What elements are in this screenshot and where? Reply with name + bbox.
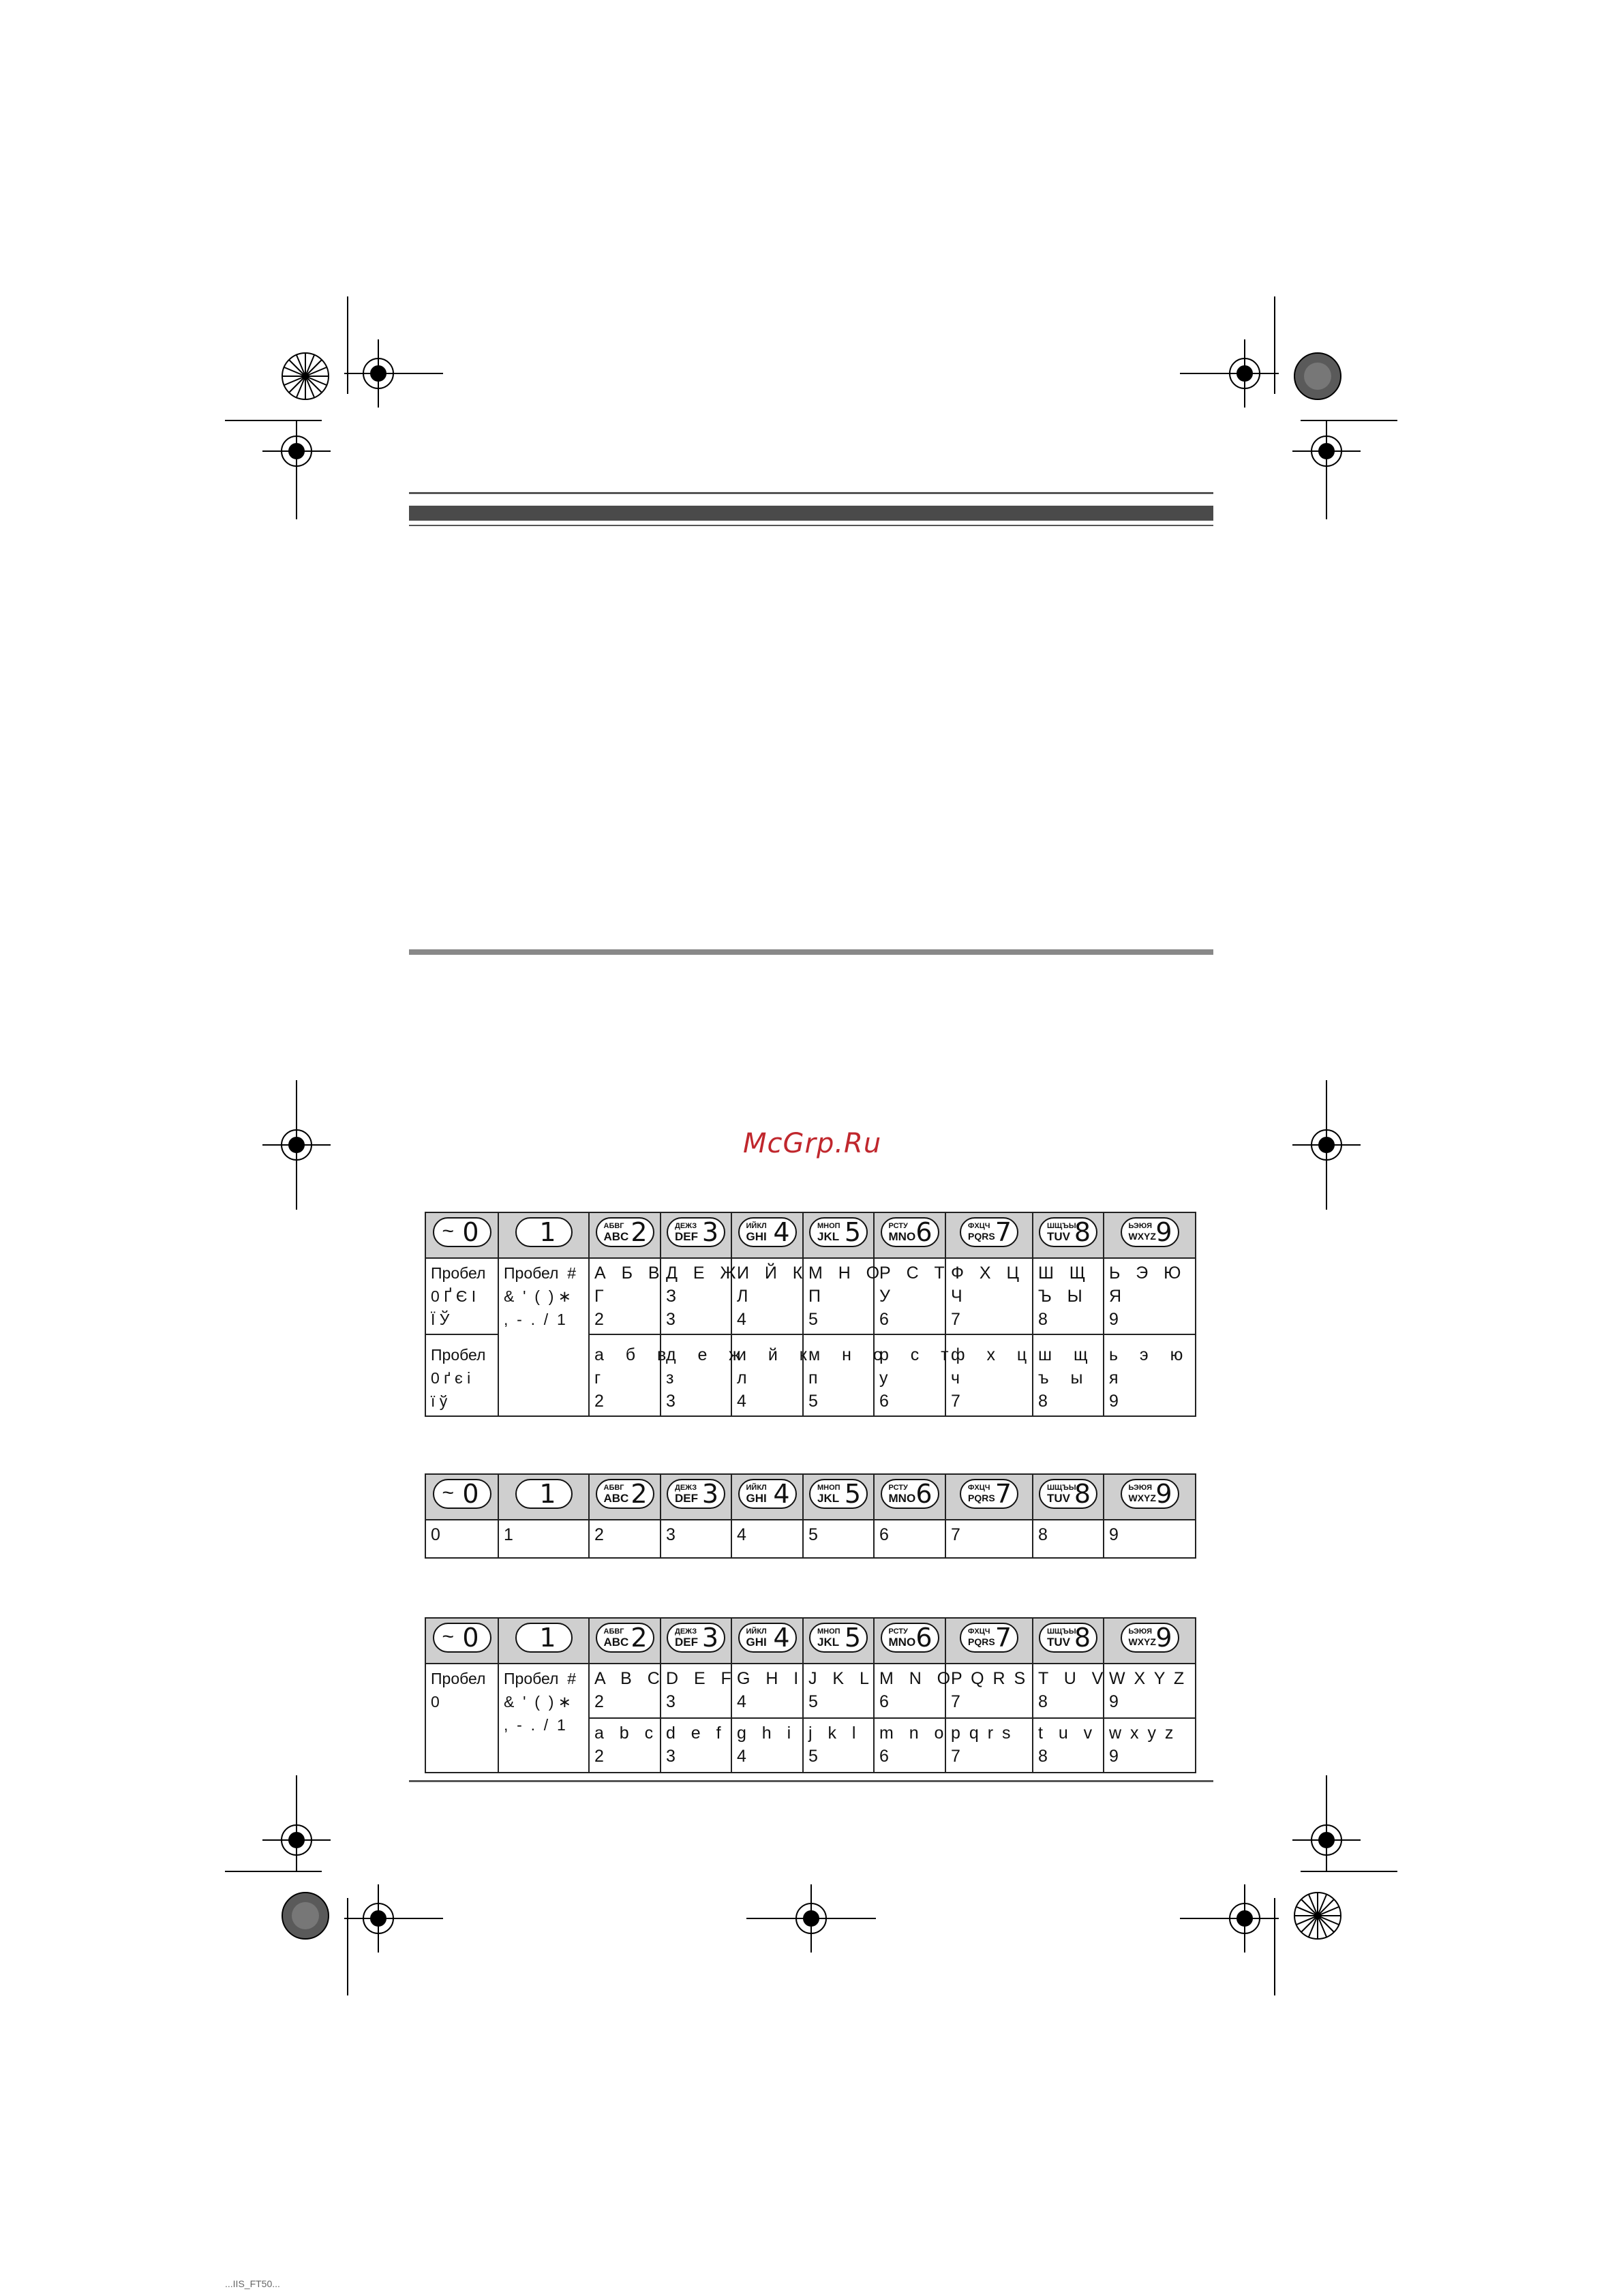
digit-cell: 0 (425, 1520, 498, 1558)
char-line: d e f (666, 1724, 723, 1743)
key-cell (1033, 1212, 1104, 1258)
key-letters-bottom: TUV (1047, 1230, 1070, 1243)
char-line: Ш Щ (1038, 1264, 1088, 1283)
key-digit: 8 (1074, 1623, 1091, 1653)
key-letters-top: ФХЦЧ (968, 1484, 990, 1492)
key-3-icon (667, 1217, 725, 1247)
key-9-icon (1121, 1479, 1179, 1509)
char-line: 5 (808, 1310, 820, 1329)
key-digit: 0 (462, 1479, 479, 1509)
char-cell (425, 1334, 498, 1416)
key-digit: 7 (995, 1623, 1012, 1653)
char-line: л (737, 1368, 751, 1388)
char-line: 0 Ґ Є І (431, 1287, 476, 1305)
key-letters-bottom: PQRS (968, 1493, 995, 1503)
key-letters-top: МНОП (817, 1627, 840, 1636)
key-7-icon (960, 1479, 1018, 1509)
digit-cell: 7 (945, 1520, 1033, 1558)
char-line: ь э ю (1109, 1345, 1187, 1364)
char-line: г (594, 1368, 605, 1388)
key-letters-top: РСТУ (888, 1222, 908, 1230)
char-cell (945, 1334, 1033, 1416)
key-cell (425, 1618, 498, 1664)
key-digit: 4 (773, 1623, 790, 1653)
char-line: j k l (808, 1724, 858, 1743)
key-4-icon (738, 1479, 797, 1509)
char-line: w x y z (1109, 1724, 1176, 1743)
key-5-icon (809, 1623, 868, 1653)
key-digit: 0 (462, 1217, 479, 1247)
digit-cell: 9 (1104, 1520, 1196, 1558)
key-digit: 4 (773, 1479, 790, 1509)
char-cell (498, 1664, 589, 1773)
key-letters-top: ДЕЖЗ (675, 1627, 697, 1636)
char-line: 8 (1038, 1747, 1050, 1766)
key-letters-top: МНОП (817, 1222, 840, 1230)
key-letters-top: РСТУ (888, 1484, 908, 1492)
char-line: 9 (1109, 1692, 1121, 1711)
char-cell (661, 1718, 731, 1773)
character-table-digits (425, 1473, 1196, 1559)
char-cell (661, 1258, 738, 1334)
char-line: У (879, 1287, 892, 1306)
char-line: ш щ (1038, 1345, 1092, 1364)
char-cell (803, 1664, 874, 1718)
key-letters-top: ФХЦЧ (968, 1627, 990, 1636)
key-digit: 3 (701, 1217, 718, 1247)
char-line: 3 (666, 1310, 678, 1329)
char-line: J K L (808, 1669, 871, 1688)
key-cell (498, 1474, 589, 1520)
key-4-icon (738, 1217, 797, 1247)
key-header-row (425, 1618, 1196, 1664)
char-cell (589, 1718, 661, 1773)
key-letters-bottom: JKL (817, 1230, 840, 1243)
char-line: 3 (666, 1747, 678, 1766)
char-line: Пробел # (504, 1670, 577, 1687)
key-letters-top: ДЕЖЗ (675, 1484, 697, 1492)
key-cell (803, 1474, 874, 1520)
char-line: 5 (808, 1392, 822, 1411)
char-line: 8 (1038, 1310, 1050, 1329)
char-line: 4 (737, 1392, 750, 1411)
key-digit: 3 (701, 1479, 718, 1509)
char-cell (589, 1664, 661, 1718)
digit-cell: 5 (803, 1520, 874, 1558)
key-cell (1104, 1474, 1196, 1520)
key-letters-top: АБВГ (603, 1627, 624, 1636)
char-line: Пробел (431, 1670, 486, 1687)
key-letters-bottom: MNO (888, 1636, 916, 1649)
char-line: М Н О (808, 1264, 882, 1283)
char-line: G H I (737, 1669, 801, 1688)
key-0-icon (433, 1479, 491, 1509)
char-line: D E F (666, 1669, 733, 1688)
char-line: p q r s (951, 1724, 1013, 1743)
char-line: 4 (737, 1310, 748, 1329)
key-digit: 2 (631, 1479, 648, 1509)
key-cell (498, 1212, 589, 1258)
char-line: A B C (594, 1669, 662, 1688)
char-line: 4 (737, 1747, 748, 1766)
key-letters-bottom: ABC (603, 1492, 629, 1505)
char-line: 5 (808, 1747, 820, 1766)
key-3-icon (667, 1479, 725, 1509)
char-line: я (1109, 1368, 1123, 1388)
char-line: И Й К (737, 1264, 805, 1283)
key-letters-top: ШЩЪЫ (1047, 1484, 1076, 1492)
char-line: 2 (594, 1747, 606, 1766)
key-letters-bottom: PQRS (968, 1636, 995, 1647)
char-line: п (808, 1368, 822, 1388)
key-prefix: ~ (442, 1220, 455, 1242)
key-8-icon (1039, 1479, 1097, 1509)
key-cell (1104, 1618, 1196, 1664)
char-cell (803, 1718, 874, 1773)
key-9-icon (1121, 1623, 1179, 1653)
key-letters-bottom: GHI (746, 1492, 767, 1505)
char-line: П (808, 1287, 823, 1306)
char-cell (1104, 1718, 1196, 1773)
char-line: 8 (1038, 1392, 1052, 1411)
char-line: 0 ґ є і (431, 1369, 471, 1387)
char-cell (498, 1258, 589, 1416)
digit-cell: 8 (1033, 1520, 1104, 1558)
key-7-icon (960, 1623, 1018, 1653)
key-cell (1104, 1212, 1196, 1258)
key-letters-top: ЬЭЮЯ (1128, 1627, 1153, 1636)
digit-cell: 3 (661, 1520, 731, 1558)
char-cell (1033, 1664, 1104, 1718)
key-letters-bottom: DEF (675, 1636, 698, 1649)
char-line: 0 (431, 1693, 440, 1711)
key-letters-bottom: WXYZ (1128, 1636, 1156, 1647)
char-cell (874, 1258, 945, 1334)
char-cell (945, 1718, 1033, 1773)
key-4-icon (738, 1623, 797, 1653)
key-6-icon (881, 1623, 939, 1653)
key-digit: 7 (995, 1479, 1012, 1509)
key-1-icon (515, 1623, 573, 1653)
char-line: З (666, 1287, 679, 1306)
char-line: t u v (1038, 1724, 1095, 1743)
char-line: Р С Т (879, 1264, 947, 1283)
key-digit: 2 (631, 1217, 648, 1247)
char-line: 6 (879, 1747, 891, 1766)
key-cell (874, 1474, 945, 1520)
char-cell (1104, 1258, 1196, 1334)
key-digit: 6 (915, 1217, 932, 1247)
char-cell (1033, 1258, 1104, 1334)
key-letters-top: МНОП (817, 1484, 840, 1492)
digit-row (425, 1520, 1196, 1558)
key-cell (589, 1212, 661, 1258)
key-letters-bottom: MNO (888, 1230, 916, 1243)
char-line: и й к (737, 1345, 811, 1364)
key-digit: 7 (995, 1217, 1012, 1247)
key-1-icon (515, 1217, 573, 1247)
key-letters-bottom: DEF (675, 1492, 698, 1505)
char-line: Ф Х Ц (951, 1264, 1021, 1283)
key-letters-bottom: MNO (888, 1492, 916, 1505)
key-cell (589, 1618, 661, 1664)
char-line: Л (737, 1287, 750, 1306)
char-line: м н о (808, 1345, 887, 1364)
char-cell (731, 1664, 803, 1718)
key-prefix: ~ (442, 1625, 455, 1648)
key-cell (425, 1212, 498, 1258)
footer-code: ...IIS_FT50... (225, 2278, 280, 2289)
char-line: , - . / 1 (504, 1311, 566, 1328)
key-cell (731, 1212, 803, 1258)
key-letters-top: ШЩЪЫ (1047, 1627, 1076, 1636)
watermark: McGrp.Ru (743, 1128, 882, 1159)
key-letters-top: ЬЭЮЯ (1128, 1484, 1153, 1492)
char-line: д е ж (666, 1345, 744, 1364)
key-6-icon (881, 1217, 939, 1247)
key-2-icon (596, 1623, 654, 1653)
key-cell (945, 1618, 1033, 1664)
digit-cell: 2 (589, 1520, 661, 1558)
char-cell (945, 1664, 1033, 1718)
key-cell (661, 1618, 731, 1664)
key-2-icon (596, 1479, 654, 1509)
char-cell (1033, 1334, 1104, 1416)
key-letters-top: ЬЭЮЯ (1128, 1222, 1153, 1230)
key-digit: 9 (1155, 1217, 1172, 1247)
key-digit: 5 (844, 1623, 861, 1653)
key-8-icon (1039, 1623, 1097, 1653)
char-cell (425, 1258, 498, 1334)
key-5-icon (809, 1217, 868, 1247)
char-line: 2 (594, 1310, 606, 1329)
key-letters-top: ФХЦЧ (968, 1222, 990, 1230)
digit-cell: 1 (498, 1520, 589, 1558)
key-letters-top: ИЙКЛ (746, 1484, 767, 1492)
key-cell (803, 1618, 874, 1664)
key-letters-bottom: DEF (675, 1230, 698, 1243)
char-line: А Б В (594, 1264, 662, 1283)
char-line: Пробел # (504, 1264, 577, 1282)
key-cell (874, 1212, 945, 1258)
char-line: Ч (951, 1287, 965, 1306)
key-letters-bottom: ABC (603, 1636, 629, 1649)
key-digit: 9 (1155, 1623, 1172, 1653)
key-8-icon (1039, 1217, 1097, 1247)
char-line: ъ ы (1038, 1368, 1087, 1388)
key-digit: 1 (539, 1623, 556, 1653)
key-digit: 5 (844, 1479, 861, 1509)
char-line: у (879, 1368, 892, 1388)
key-letters-bottom: GHI (746, 1636, 767, 1649)
key-letters-bottom: WXYZ (1128, 1493, 1156, 1503)
key-digit: 4 (773, 1217, 790, 1247)
char-line: T U V (1038, 1669, 1106, 1688)
char-line: 7 (951, 1310, 962, 1329)
key-letters-bottom: ABC (603, 1230, 629, 1243)
key-letters-bottom: JKL (817, 1492, 840, 1505)
key-cell (874, 1618, 945, 1664)
char-line: Г (594, 1287, 606, 1306)
char-line: з (666, 1368, 678, 1388)
char-line: g h i (737, 1724, 793, 1743)
char-cell (1033, 1718, 1104, 1773)
char-line: 8 (1038, 1692, 1050, 1711)
key-3-icon (667, 1623, 725, 1653)
char-line: & ' ( ) ∗ (504, 1287, 572, 1305)
char-line: 9 (1109, 1747, 1121, 1766)
char-line: р с т (879, 1345, 953, 1364)
char-line: 5 (808, 1692, 820, 1711)
key-2-icon (596, 1217, 654, 1247)
char-line: , - . / 1 (504, 1716, 566, 1734)
char-line: Пробел (431, 1346, 486, 1364)
char-line: а б в (594, 1345, 671, 1364)
key-cell (731, 1618, 803, 1664)
key-cell (803, 1212, 874, 1258)
key-cell (498, 1618, 589, 1664)
key-cell (945, 1474, 1033, 1520)
key-letters-top: ИЙКЛ (746, 1627, 767, 1636)
char-line: Ь Э Ю (1109, 1264, 1183, 1283)
key-digit: 6 (915, 1623, 932, 1653)
key-1-icon (515, 1479, 573, 1509)
key-cell (731, 1474, 803, 1520)
char-line: 7 (951, 1747, 962, 1766)
char-line: Д Е Ж (666, 1264, 738, 1283)
char-cell (803, 1334, 887, 1416)
key-letters-bottom: GHI (746, 1230, 767, 1243)
key-digit: 6 (915, 1479, 932, 1509)
key-digit: 9 (1155, 1479, 1172, 1509)
uppercase-row (425, 1664, 1196, 1718)
digit-cell: 6 (874, 1520, 945, 1558)
key-letters-bottom: WXYZ (1128, 1231, 1156, 1242)
char-cell (731, 1718, 803, 1773)
key-cell (661, 1212, 731, 1258)
char-line: Пробел (431, 1264, 486, 1282)
char-cell (1104, 1334, 1196, 1416)
char-line: 6 (879, 1392, 893, 1411)
char-line: 6 (879, 1692, 891, 1711)
key-digit: 8 (1074, 1479, 1091, 1509)
key-5-icon (809, 1479, 868, 1509)
char-line: a b c (594, 1724, 656, 1743)
key-6-icon (881, 1479, 939, 1509)
key-0-icon (433, 1623, 491, 1653)
key-digit: 1 (539, 1479, 556, 1509)
key-0-icon (433, 1217, 491, 1247)
key-header-row (425, 1212, 1196, 1258)
char-cell (874, 1718, 945, 1773)
character-table-cyrillic (425, 1212, 1196, 1417)
key-letters-top: ШЩЪЫ (1047, 1222, 1076, 1230)
char-line: 3 (666, 1392, 680, 1411)
char-line: Ъ Ы (1038, 1287, 1084, 1306)
char-cell (874, 1664, 953, 1718)
char-line: m n o (879, 1724, 946, 1743)
key-letters-top: РСТУ (888, 1627, 908, 1636)
char-line: 9 (1109, 1310, 1121, 1329)
char-line: Ї Ў (431, 1311, 450, 1328)
key-7-icon (960, 1217, 1018, 1247)
key-letters-top: АБВГ (603, 1222, 624, 1230)
char-line: 2 (594, 1692, 606, 1711)
char-cell (1104, 1664, 1196, 1718)
key-cell (945, 1212, 1033, 1258)
char-cell (661, 1334, 744, 1416)
key-digit: 8 (1074, 1217, 1091, 1247)
char-line: 3 (666, 1692, 678, 1711)
key-letters-bottom: TUV (1047, 1492, 1070, 1505)
char-line: P Q R S (951, 1669, 1028, 1688)
char-cell (661, 1664, 731, 1718)
char-line: 6 (879, 1310, 891, 1329)
key-cell (425, 1474, 498, 1520)
key-digit: 1 (539, 1217, 556, 1247)
key-digit: 0 (462, 1623, 479, 1653)
char-line: 9 (1109, 1392, 1123, 1411)
char-line: ї ў (431, 1392, 448, 1410)
char-line: M N O (879, 1669, 953, 1688)
key-cell (661, 1474, 731, 1520)
character-table-latin (425, 1617, 1196, 1773)
char-line: 4 (737, 1692, 748, 1711)
char-cell (589, 1258, 661, 1334)
char-line: W X Y Z (1109, 1669, 1187, 1688)
key-cell (589, 1474, 661, 1520)
key-cell (1033, 1618, 1104, 1664)
char-line: 7 (951, 1392, 965, 1411)
digit-cell: 4 (731, 1520, 803, 1558)
char-cell (945, 1258, 1033, 1334)
key-cell (1033, 1474, 1104, 1520)
char-cell (589, 1334, 671, 1416)
key-letters-bottom: TUV (1047, 1636, 1070, 1649)
key-letters-bottom: JKL (817, 1636, 840, 1649)
char-line: ф х ц (951, 1345, 1031, 1364)
key-digit: 5 (844, 1217, 861, 1247)
char-line: & ' ( ) ∗ (504, 1693, 572, 1711)
char-cell (803, 1258, 882, 1334)
char-line: Я (1109, 1287, 1124, 1306)
char-line: ч (951, 1368, 965, 1388)
key-digit: 3 (701, 1623, 718, 1653)
key-letters-bottom: PQRS (968, 1231, 995, 1242)
key-9-icon (1121, 1217, 1179, 1247)
char-cell (874, 1334, 953, 1416)
char-line: 2 (594, 1392, 608, 1411)
key-letters-top: АБВГ (603, 1484, 624, 1492)
key-letters-top: ИЙКЛ (746, 1222, 767, 1230)
key-prefix: ~ (442, 1482, 455, 1504)
char-cell (731, 1334, 811, 1416)
char-line: 7 (951, 1692, 962, 1711)
key-letters-top: ДЕЖЗ (675, 1222, 697, 1230)
uppercase-row (425, 1258, 1196, 1334)
key-header-row (425, 1474, 1196, 1520)
char-cell (731, 1258, 803, 1334)
key-digit: 2 (631, 1623, 648, 1653)
char-cell (425, 1664, 498, 1773)
